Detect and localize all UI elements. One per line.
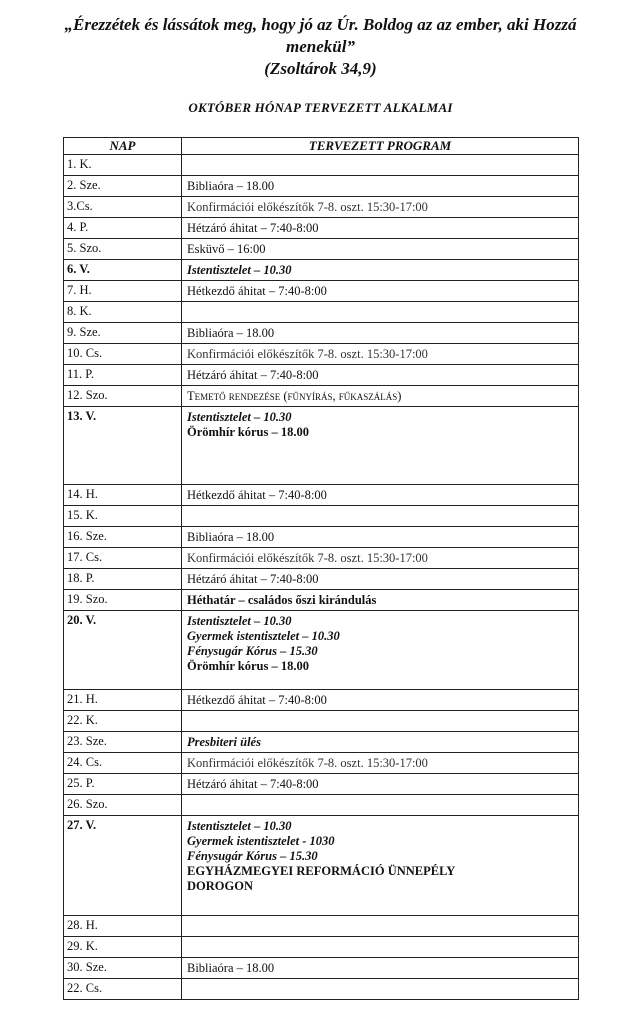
table-row	[64, 690, 579, 711]
day-cell: 20. V.	[64, 611, 182, 690]
program-entry: Bibliaóra – 18.00	[187, 179, 275, 193]
program-cell	[182, 239, 579, 260]
program-entry: Fénysugár Kórus – 15.30	[187, 644, 318, 658]
table-row	[64, 506, 579, 527]
program-entry: Hétkezdő áhitat – 7:40-8:00	[187, 693, 327, 707]
program-entry: Presbiteri ülés	[187, 735, 261, 749]
program-entry: Istentisztelet – 10.30	[187, 263, 292, 277]
program-cell	[182, 774, 579, 795]
day-cell: 29. K.	[64, 937, 182, 958]
day-cell: 22. K.	[64, 711, 182, 732]
table-row	[64, 281, 579, 302]
program-cell	[182, 937, 579, 958]
table-row	[64, 527, 579, 548]
day-cell: 4. P.	[64, 218, 182, 239]
program-cell	[182, 711, 579, 732]
program-entry: Héthatár – családos őszi kirándulás	[187, 593, 377, 607]
program-entry: DOROGON	[187, 879, 253, 893]
day-cell: 10. Cs.	[64, 344, 182, 365]
program-entry: Fénysugár Kórus – 15.30	[187, 849, 318, 863]
day-cell: 21. H.	[64, 690, 182, 711]
program-entry: Istentisztelet – 10.30	[187, 819, 292, 833]
program-entry: Hétkezdő áhitat – 7:40-8:00	[187, 284, 327, 298]
table-row	[64, 302, 579, 323]
table-row	[64, 795, 579, 816]
program-cell	[182, 155, 579, 176]
day-cell: 12. Szo.	[64, 386, 182, 407]
table-header-row	[64, 138, 579, 155]
program-cell	[182, 753, 579, 774]
program-cell	[182, 732, 579, 753]
program-cell	[182, 176, 579, 197]
program-cell	[182, 527, 579, 548]
table-row	[64, 323, 579, 344]
program-entry: Bibliaóra – 18.00	[187, 530, 275, 544]
program-cell	[182, 302, 579, 323]
table-row	[64, 958, 579, 979]
quote-reference: (Zsoltárok 34,9)	[264, 59, 377, 78]
page-heading: OKTÓBER HÓNAP TERVEZETT ALKALMAI	[188, 100, 453, 115]
program-entry: Konfirmációi előkészítők 7-8. oszt. 15:30-17:00	[187, 756, 428, 770]
program-cell	[182, 407, 579, 485]
day-cell: 13. V.	[64, 407, 182, 485]
program-entry: Örömhír kórus – 18.00	[187, 425, 309, 439]
table-row	[64, 176, 579, 197]
table-row	[64, 590, 579, 611]
quote-line-1: „Érezzétek és lássátok meg, hogy jó az Úr. Boldog az az ember, aki Hozzá	[64, 15, 577, 34]
program-cell	[182, 958, 579, 979]
day-cell: 24. Cs.	[64, 753, 182, 774]
table-row	[64, 344, 579, 365]
program-entry: EGYHÁZMEGYEI REFORMÁCIÓ ÜNNEPÉLY	[187, 864, 456, 878]
column-header-day: NAP	[64, 138, 182, 155]
program-cell	[182, 590, 579, 611]
day-cell: 7. H.	[64, 281, 182, 302]
quote-line-2: menekül”	[286, 37, 355, 56]
table-row	[64, 155, 579, 176]
program-cell	[182, 979, 579, 1000]
program-cell	[182, 916, 579, 937]
program-cell	[182, 386, 579, 407]
table-row	[64, 365, 579, 386]
table-row	[64, 218, 579, 239]
day-cell: 26. Szo.	[64, 795, 182, 816]
program-entry: Konfirmációi előkészítők 7-8. oszt. 15:30-17:00	[187, 347, 428, 361]
program-cell	[182, 365, 579, 386]
table-row	[64, 711, 579, 732]
program-cell	[182, 690, 579, 711]
table-row	[64, 407, 579, 485]
program-entry: Bibliaóra – 18.00	[187, 326, 275, 340]
day-cell: 19. Szo.	[64, 590, 182, 611]
table-row	[64, 386, 579, 407]
day-cell: 2. Sze.	[64, 176, 182, 197]
table-row	[64, 774, 579, 795]
program-entry: Istentisztelet – 10.30	[187, 410, 292, 424]
program-entry: Konfirmációi előkészítők 7-8. oszt. 15:30-17:00	[187, 551, 428, 565]
day-cell: 8. K.	[64, 302, 182, 323]
program-cell	[182, 323, 579, 344]
table-row	[64, 569, 579, 590]
day-cell: 27. V.	[64, 816, 182, 916]
table-row	[64, 816, 579, 916]
day-cell: 16. Sze.	[64, 527, 182, 548]
program-entry: Örömhír kórus – 18.00	[187, 659, 309, 673]
schedule-table	[63, 137, 579, 1000]
day-cell: 5. Szo.	[64, 239, 182, 260]
day-cell: 22. Cs.	[64, 979, 182, 1000]
day-cell: 1. K.	[64, 155, 182, 176]
table-row	[64, 753, 579, 774]
day-cell: 14. H.	[64, 485, 182, 506]
day-cell: 15. K.	[64, 506, 182, 527]
column-header-program: TERVEZETT PROGRAM	[182, 138, 579, 155]
program-entry: Hétkezdő áhitat – 7:40-8:00	[187, 488, 327, 502]
program-cell	[182, 569, 579, 590]
day-cell: 11. P.	[64, 365, 182, 386]
program-entry: Gyermek istentisztelet - 1030	[187, 834, 335, 848]
table-row	[64, 239, 579, 260]
program-cell	[182, 548, 579, 569]
day-cell: 17. Cs.	[64, 548, 182, 569]
program-cell	[182, 197, 579, 218]
day-cell: 6. V.	[64, 260, 182, 281]
program-cell	[182, 218, 579, 239]
program-entry: Gyermek istentisztelet – 10.30	[187, 629, 340, 643]
table-row	[64, 197, 579, 218]
bible-quote	[0, 14, 641, 80]
program-cell	[182, 485, 579, 506]
program-entry: Hétzáró áhitat – 7:40-8:00	[187, 368, 319, 382]
day-cell: 28. H.	[64, 916, 182, 937]
day-cell: 25. P.	[64, 774, 182, 795]
table-row	[64, 548, 579, 569]
program-entry: Temető rendezése (fűnyírás, fűkaszálás)	[187, 389, 402, 403]
program-entry: Hétzáró áhitat – 7:40-8:00	[187, 221, 319, 235]
table-row	[64, 937, 579, 958]
program-cell	[182, 344, 579, 365]
program-entry: Istentisztelet – 10.30	[187, 614, 292, 628]
table-row	[64, 260, 579, 281]
table-row	[64, 485, 579, 506]
program-entry: Hétzáró áhitat – 7:40-8:00	[187, 572, 319, 586]
program-cell	[182, 260, 579, 281]
table-row	[64, 979, 579, 1000]
day-cell: 18. P.	[64, 569, 182, 590]
program-cell	[182, 506, 579, 527]
program-entry: Esküvő – 16:00	[187, 242, 266, 256]
table-row	[64, 732, 579, 753]
table-row	[64, 916, 579, 937]
program-cell	[182, 816, 579, 916]
program-cell	[182, 795, 579, 816]
day-cell: 9. Sze.	[64, 323, 182, 344]
program-entry: Bibliaóra – 18.00	[187, 961, 275, 975]
day-cell: 23. Sze.	[64, 732, 182, 753]
table-row	[64, 611, 579, 690]
program-cell	[182, 281, 579, 302]
program-cell	[182, 611, 579, 690]
program-entry: Hétzáró áhitat – 7:40-8:00	[187, 777, 319, 791]
program-entry: Konfirmációi előkészítők 7-8. oszt. 15:30-17:00	[187, 200, 428, 214]
day-cell: 30. Sze.	[64, 958, 182, 979]
day-cell: 3.Cs.	[64, 197, 182, 218]
